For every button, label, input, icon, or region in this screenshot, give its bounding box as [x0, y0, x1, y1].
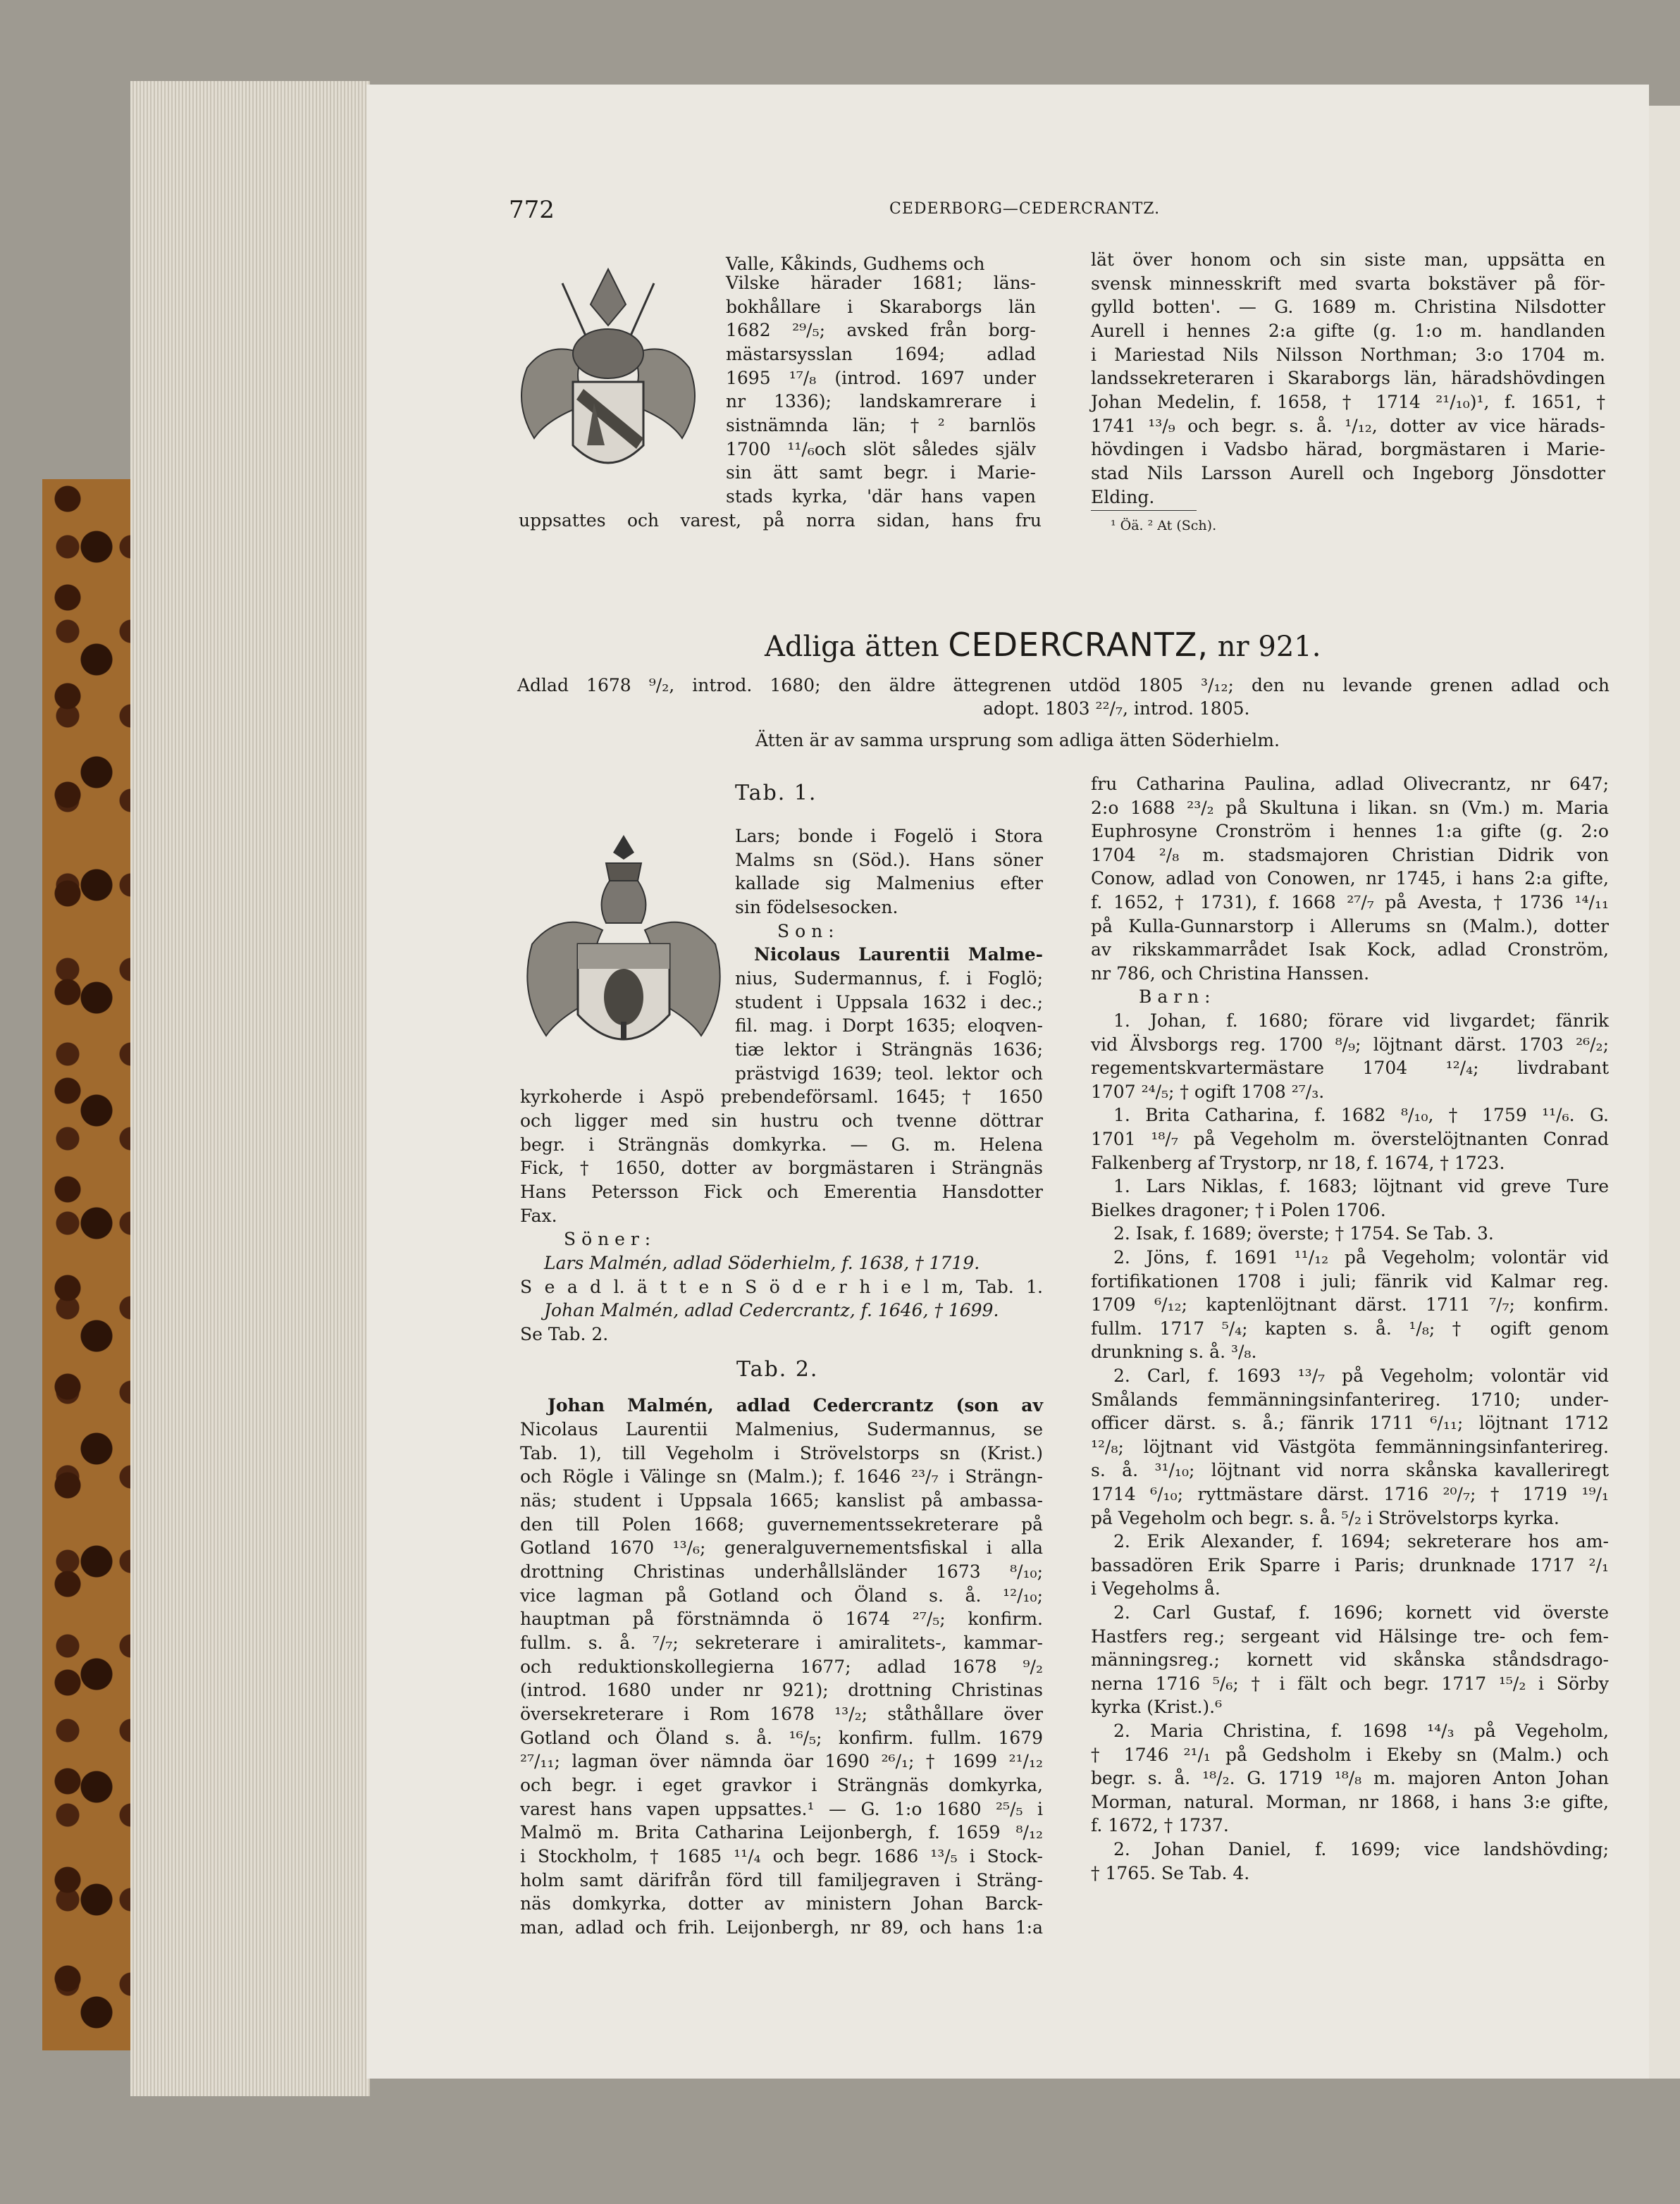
- tab2-line: varest hans vapen uppsattes.¹ — G. 1:o 1680 ²⁵/₅ i: [520, 1799, 1043, 1819]
- tab2-line: näs; student i Uppsala 1665; kanslist på ambassa-: [520, 1490, 1043, 1511]
- tab1-line: prästvigd 1639; teol. lektor och: [735, 1063, 1043, 1084]
- right-col-line: på Vegeholm och begr. s. å. ⁵/₂ i Strövelstorps kyrka.: [1091, 1507, 1559, 1528]
- right-col-line: 2. Carl Gustaf, f. 1696; kornett vid överste: [1113, 1602, 1609, 1623]
- right-col-line: † 1765. Se Tab. 4.: [1091, 1862, 1250, 1883]
- tab2-line: (introd. 1680 under nr 921); drottning Christinas: [520, 1680, 1043, 1700]
- top-right-line: i Mariestad Nils Nilsson Northman; 3:o 1704 m.: [1091, 345, 1605, 365]
- tab2-line: fullm. s. å. ⁷/₇; sekreterare i amiralitets-, kammar-: [520, 1633, 1043, 1653]
- tab2-line: och Rögle i Välinge sn (Malm.); f. 1646 ²³/₇ i Strängn-: [520, 1466, 1043, 1487]
- tab2-line: översekreterare i Rom 1678 ¹³/₂; ståthållare över: [520, 1704, 1043, 1724]
- right-col-line: 2:o 1688 ²³/₂ på Skultuna i likan. sn (Vm.) m. Maria: [1091, 797, 1609, 818]
- tab2-line: man, adlad och frih. Leijonbergh, nr 89, och hans 1:a: [520, 1917, 1043, 1938]
- top-left-line: uppsattes och varest, på norra sidan, hans fru: [519, 510, 1042, 531]
- tab1-line: nius, Sudermannus, f. i Foglö;: [735, 968, 1043, 989]
- right-col-line: Falkenberg af Trystorp, nr 18, f. 1674, † 1723.: [1091, 1152, 1505, 1173]
- tab2-line: näs domkyrka, dotter av ministern Johan Barck-: [520, 1893, 1043, 1914]
- right-col-line: Bielkes dragoner; † i Polen 1706.: [1091, 1199, 1386, 1220]
- top-right-line: landssekreteraren i Skaraborgs län, häradshövdingen: [1091, 368, 1605, 388]
- right-col-line: Morman, natural. Morman, nr 1868, i hans 3:e gifte,: [1091, 1791, 1609, 1812]
- right-col-line: bassadören Erik Sparre i Paris; drunknade 1717 ²/₁: [1091, 1554, 1609, 1575]
- coat-of-arms-cederborg: [506, 262, 710, 488]
- tab1-line: S e a d l. ä t t e n S ö d e r h i e l m, Tab. 1.: [520, 1277, 1043, 1297]
- running-head: CEDERBORG—CEDERCRANTZ.: [889, 200, 1161, 218]
- tab1-line: och ligger med sin hustru och tvenne döttrar: [520, 1110, 1043, 1131]
- page-edges: [130, 81, 370, 2096]
- right-col-line: på Kulla-Gunnarstorp i Allerums sn (Malm.), dotter: [1091, 915, 1609, 936]
- right-col-line: ¹²/₈; löjtnant vid Västgöta femmänningsinfanterireg.: [1091, 1436, 1609, 1457]
- right-col-line: 1707 ²⁴/₅; † ogift 1708 ²⁷/₃.: [1091, 1081, 1325, 1102]
- right-col-line: nerna 1716 ⁵/₆; † i fält och begr. 1717 ¹⁵/₂ i Sörby: [1091, 1673, 1609, 1694]
- top-right-line: Aurell i hennes 2:a gifte (g. 1:o m. handlanden: [1091, 321, 1605, 341]
- right-col-line: nr 786, och Christina Hanssen.: [1091, 962, 1370, 984]
- tab2-line: drottning Christinas underhållsländer 1673 ⁸/₁₀;: [520, 1561, 1043, 1582]
- footnote-rule: [1091, 510, 1197, 511]
- top-right-line: 1741 ¹³/₉ och begr. s. å. ¹/₁₂, dotter av vice härads-: [1091, 416, 1605, 436]
- top-right-line: gylld botten'. — G. 1689 m. Christina Nilsdotter: [1091, 297, 1605, 317]
- page-number: 772: [509, 196, 555, 224]
- right-col-line: 1709 ⁶/₁₂; kaptenlöjtnant därst. 1711 ⁷/₇; konfirm.: [1091, 1294, 1609, 1315]
- tab1-line: Fick, † 1650, dotter av borgmästaren i Strängnäs: [520, 1158, 1043, 1178]
- tab2-line: holm samt därifrån förd till familjegraven i Sträng-: [520, 1870, 1043, 1890]
- top-right-line: svensk minnesskrift med svarta bokstäver på för-: [1091, 273, 1605, 294]
- top-left-line: 1700 ¹¹/₆och slöt således själv: [726, 439, 1036, 459]
- right-col-line: † 1746 ²¹/₁ på Gedsholm i Ekeby sn (Malm.) och: [1091, 1744, 1609, 1765]
- tab1-heading: Tab. 1.: [735, 781, 817, 805]
- right-col-line: 1704 ²/₈ m. stadsmajoren Christian Didrik von: [1091, 844, 1609, 865]
- right-col-line: f. 1672, † 1737.: [1091, 1815, 1229, 1836]
- right-col-line: 2. Maria Christina, f. 1698 ¹⁴/₃ på Vegeholm,: [1113, 1721, 1609, 1741]
- tab2-line: Gotland och Öland s. å. ¹⁶/₅; konfirm. fullm. 1679: [520, 1728, 1043, 1748]
- tab2-line: Tab. 1), till Vegeholm i Strövelstorps sn (Krist.): [520, 1443, 1043, 1463]
- tab1-line: kallade sig Malmenius efter: [735, 873, 1043, 893]
- tab2-line: vice lagman på Gotland och Öland s. å. ¹²/₁₀;: [520, 1585, 1043, 1606]
- right-col-line: 2. Carl, f. 1693 ¹³/₇ på Vegeholm; volontär vid: [1113, 1366, 1609, 1386]
- right-col-line: i Vegeholms å.: [1091, 1578, 1221, 1599]
- tab1-line: kyrkoherde i Aspö prebendeförsaml. 1645; † 1650: [520, 1086, 1043, 1107]
- tab1-line: S o n :: [777, 921, 834, 941]
- intro-line: adopt. 1803 ²²/₇, introd. 1805.: [983, 698, 1250, 719]
- top-left-line: Valle, Kåkinds, Gudhems och: [726, 254, 985, 274]
- right-col-line: vid Älvsborgs reg. 1700 ⁸/₉; löjtnant därst. 1703 ²⁶/₂;: [1091, 1034, 1609, 1055]
- tab1-line: Malms sn (Söd.). Hans söner: [735, 850, 1043, 870]
- tab1-line: Se Tab. 2.: [520, 1324, 609, 1344]
- right-col-line: Conow, adlad von Conowen, nr 1745, i hans 2:a gifte,: [1091, 868, 1609, 889]
- tab1-line: Fax.: [520, 1206, 557, 1226]
- right-col-line: Euphrosyne Cronström i hennes 1:a gifte (g. 2:o: [1091, 821, 1609, 842]
- right-col-line: 1. Johan, f. 1680; förare vid livgardet; fänrik: [1113, 1010, 1609, 1031]
- right-col-line: 2. Isak, f. 1689; överste; † 1754. Se Tab. 3.: [1113, 1223, 1494, 1244]
- tab1-line: tiæ lektor i Strängnäs 1636;: [735, 1039, 1043, 1060]
- tab2-line: och reduktionskollegierna 1677; adlad 1678 ⁹/₂: [520, 1657, 1043, 1677]
- right-col-line: 1701 ¹⁸/₇ på Vegeholm m. överstelöjtnanten Conrad: [1091, 1129, 1609, 1149]
- coat-of-arms-cedercrantz: [518, 831, 729, 1071]
- tab2-line: i Stockholm, † 1685 ¹¹/₄ och begr. 1686 ¹³/₅ i Stock-: [520, 1846, 1043, 1866]
- right-col-line: officer därst. s. å.; fänrik 1711 ⁶/₁₁; löjtnant 1712: [1091, 1413, 1609, 1434]
- tab1-line: begr. i Strängnäs domkyrka. — G. m. Helena: [520, 1134, 1043, 1155]
- right-col-line: B a r n :: [1139, 986, 1211, 1008]
- tab2-line: ²⁷/₁₁; lagman över nämnda öar 1690 ²⁶/₁; † 1699 ²¹/₁₂: [520, 1751, 1043, 1771]
- tab1-line: Nicolaus Laurentii Malme-: [754, 944, 1043, 965]
- right-col-line: 1. Lars Niklas, f. 1683; löjtnant vid greve Ture: [1113, 1176, 1609, 1197]
- footnote: ¹ Öä. ² At (Sch).: [1111, 518, 1217, 533]
- right-col-line: 2. Erik Alexander, f. 1694; sekreterare hos am-: [1113, 1531, 1609, 1552]
- right-col-line: 2. Jöns, f. 1691 ¹¹/₁₂ på Vegeholm; volontär vid: [1113, 1247, 1609, 1268]
- right-col-line: av rikskammarrådet Isak Kock, adlad Cronström,: [1091, 939, 1609, 960]
- right-col-line: fullm. 1717 ⁵/₄; kapten s. å. ¹/₈; † ogift genom: [1091, 1318, 1609, 1339]
- intro-line: Ätten är av samma ursprung som adliga ätten Söderhielm.: [755, 730, 1280, 750]
- right-col-line: fortifikationen 1708 i juli; fänrik vid Kalmar reg.: [1091, 1270, 1609, 1292]
- tab2-line: Nicolaus Laurentii Malmenius, Sudermannus, se: [520, 1419, 1043, 1440]
- section-title: Adliga ätten CEDERCRANTZ, nr 921.: [765, 626, 1321, 664]
- top-right-line: Johan Medelin, f. 1658, † 1714 ²¹/₁₀)¹, f. 1651, †: [1091, 392, 1605, 412]
- tab2-line: och begr. i eget gravkor i Strängnäs domkyrka,: [520, 1775, 1043, 1795]
- right-col-line: drunkning s. å. ³/₈.: [1091, 1342, 1257, 1363]
- tab1-line: Johan Malmén, adlad Cedercrantz, f. 1646, † 1699.: [544, 1300, 999, 1320]
- tab1-line: Lars Malmén, adlad Söderhielm, f. 1638, † 1719.: [544, 1253, 980, 1273]
- intro-line: Adlad 1678 ⁹/₂, introd. 1680; den äldre ättegrenen utdöd 1805 ³/₁₂; den nu levande grenen adlad och: [517, 675, 1610, 695]
- tab1-line: Hans Petersson Fick och Emerentia Hansdotter: [520, 1182, 1043, 1202]
- tab2-line: Johan Malmén, adlad Cedercrantz (son av: [548, 1395, 1043, 1416]
- top-left-line: mästarsysslan 1694; adlad: [726, 344, 1036, 364]
- right-col-line: 1714 ⁶/₁₀; ryttmästare därst. 1716 ²⁰/₇; † 1719 ¹⁹/₁: [1091, 1484, 1609, 1504]
- tab1-line: student i Uppsala 1632 i dec.;: [735, 992, 1043, 1013]
- top-right-line: stad Nils Larsson Aurell och Ingeborg Jönsdotter: [1091, 463, 1605, 483]
- tab1-line: Lars; bonde i Fogelö i Stora: [735, 826, 1043, 846]
- top-left-line: 1682 ²⁹/₅; avsked från borg-: [726, 320, 1036, 340]
- tab1-line: fil. mag. i Dorpt 1635; eloqven-: [735, 1015, 1043, 1036]
- top-left-line: 1695 ¹⁷/₈ (introd. 1697 under: [726, 368, 1036, 388]
- tab2-line: Gotland 1670 ¹³/₆; generalguvernementsfiskal i alla: [520, 1537, 1043, 1558]
- top-right-line: Elding.: [1091, 487, 1155, 507]
- tab2-line: Malmö m. Brita Catharina Leijonbergh, f. 1659 ⁸/₁₂: [520, 1822, 1043, 1843]
- right-col-line: männingsreg.; kornett vid skånska ståndsdrago-: [1091, 1649, 1609, 1671]
- top-left-line: stads kyrka, 'där hans vapen: [726, 486, 1036, 507]
- top-left-line: Vilske härader 1681; läns-: [726, 273, 1036, 293]
- top-left-line: sistnämnda län; †² barnlös: [726, 415, 1036, 435]
- tab2-heading: Tab. 2.: [736, 1357, 819, 1382]
- tab1-line: S ö n e r :: [564, 1229, 651, 1249]
- right-col-line: Smålands femmänningsinfanterireg. 1710; under-: [1091, 1389, 1609, 1410]
- top-right-line: lät över honom och sin siste man, uppsätta en: [1091, 249, 1605, 270]
- marbled-spine: [42, 479, 134, 2050]
- tab1-line: sin födelsesocken.: [735, 897, 898, 917]
- top-left-line: bokhållare i Skaraborgs län: [726, 297, 1036, 317]
- right-col-line: regementskvartermästare 1704 ¹²/₄; livdrabant: [1091, 1058, 1609, 1079]
- right-col-line: Hastfers reg.; sergeant vid Hälsinge tre- och fem-: [1091, 1626, 1609, 1647]
- right-col-line: fru Catharina Paulina, adlad Olivecrantz, nr 647;: [1091, 774, 1609, 794]
- tab2-line: den till Polen 1668; guvernementssekreterare på: [520, 1514, 1043, 1535]
- right-col-line: f. 1652, † 1731), f. 1668 ²⁷/₇ på Avesta, † 1736 ¹⁴/₁₁: [1091, 892, 1609, 912]
- right-col-line: 1. Brita Catharina, f. 1682 ⁸/₁₀, † 1759 ¹¹/₆. G.: [1113, 1105, 1609, 1126]
- right-col-line: kyrka (Krist.).⁶: [1091, 1697, 1223, 1718]
- right-col-line: s. å. ³¹/₁₀; löjtnant vid norra skånska kavalleriregt: [1091, 1460, 1609, 1481]
- right-col-line: 2. Johan Daniel, f. 1699; vice landshövding;: [1113, 1839, 1609, 1859]
- top-left-line: nr 1336); landskamrerare i: [726, 391, 1036, 411]
- tab2-line: hauptman på förstnämnda ö 1674 ²⁷/₅; konfirm.: [520, 1609, 1043, 1629]
- top-right-line: hövdingen i Vadsbo härad, borgmästaren i Marie-: [1091, 439, 1605, 459]
- top-left-line: sin ätt samt begr. i Marie-: [726, 462, 1036, 483]
- right-col-line: begr. s. å. ¹⁸/₂. G. 1719 ¹⁸/₈ m. majoren Anton Johan: [1091, 1768, 1609, 1789]
